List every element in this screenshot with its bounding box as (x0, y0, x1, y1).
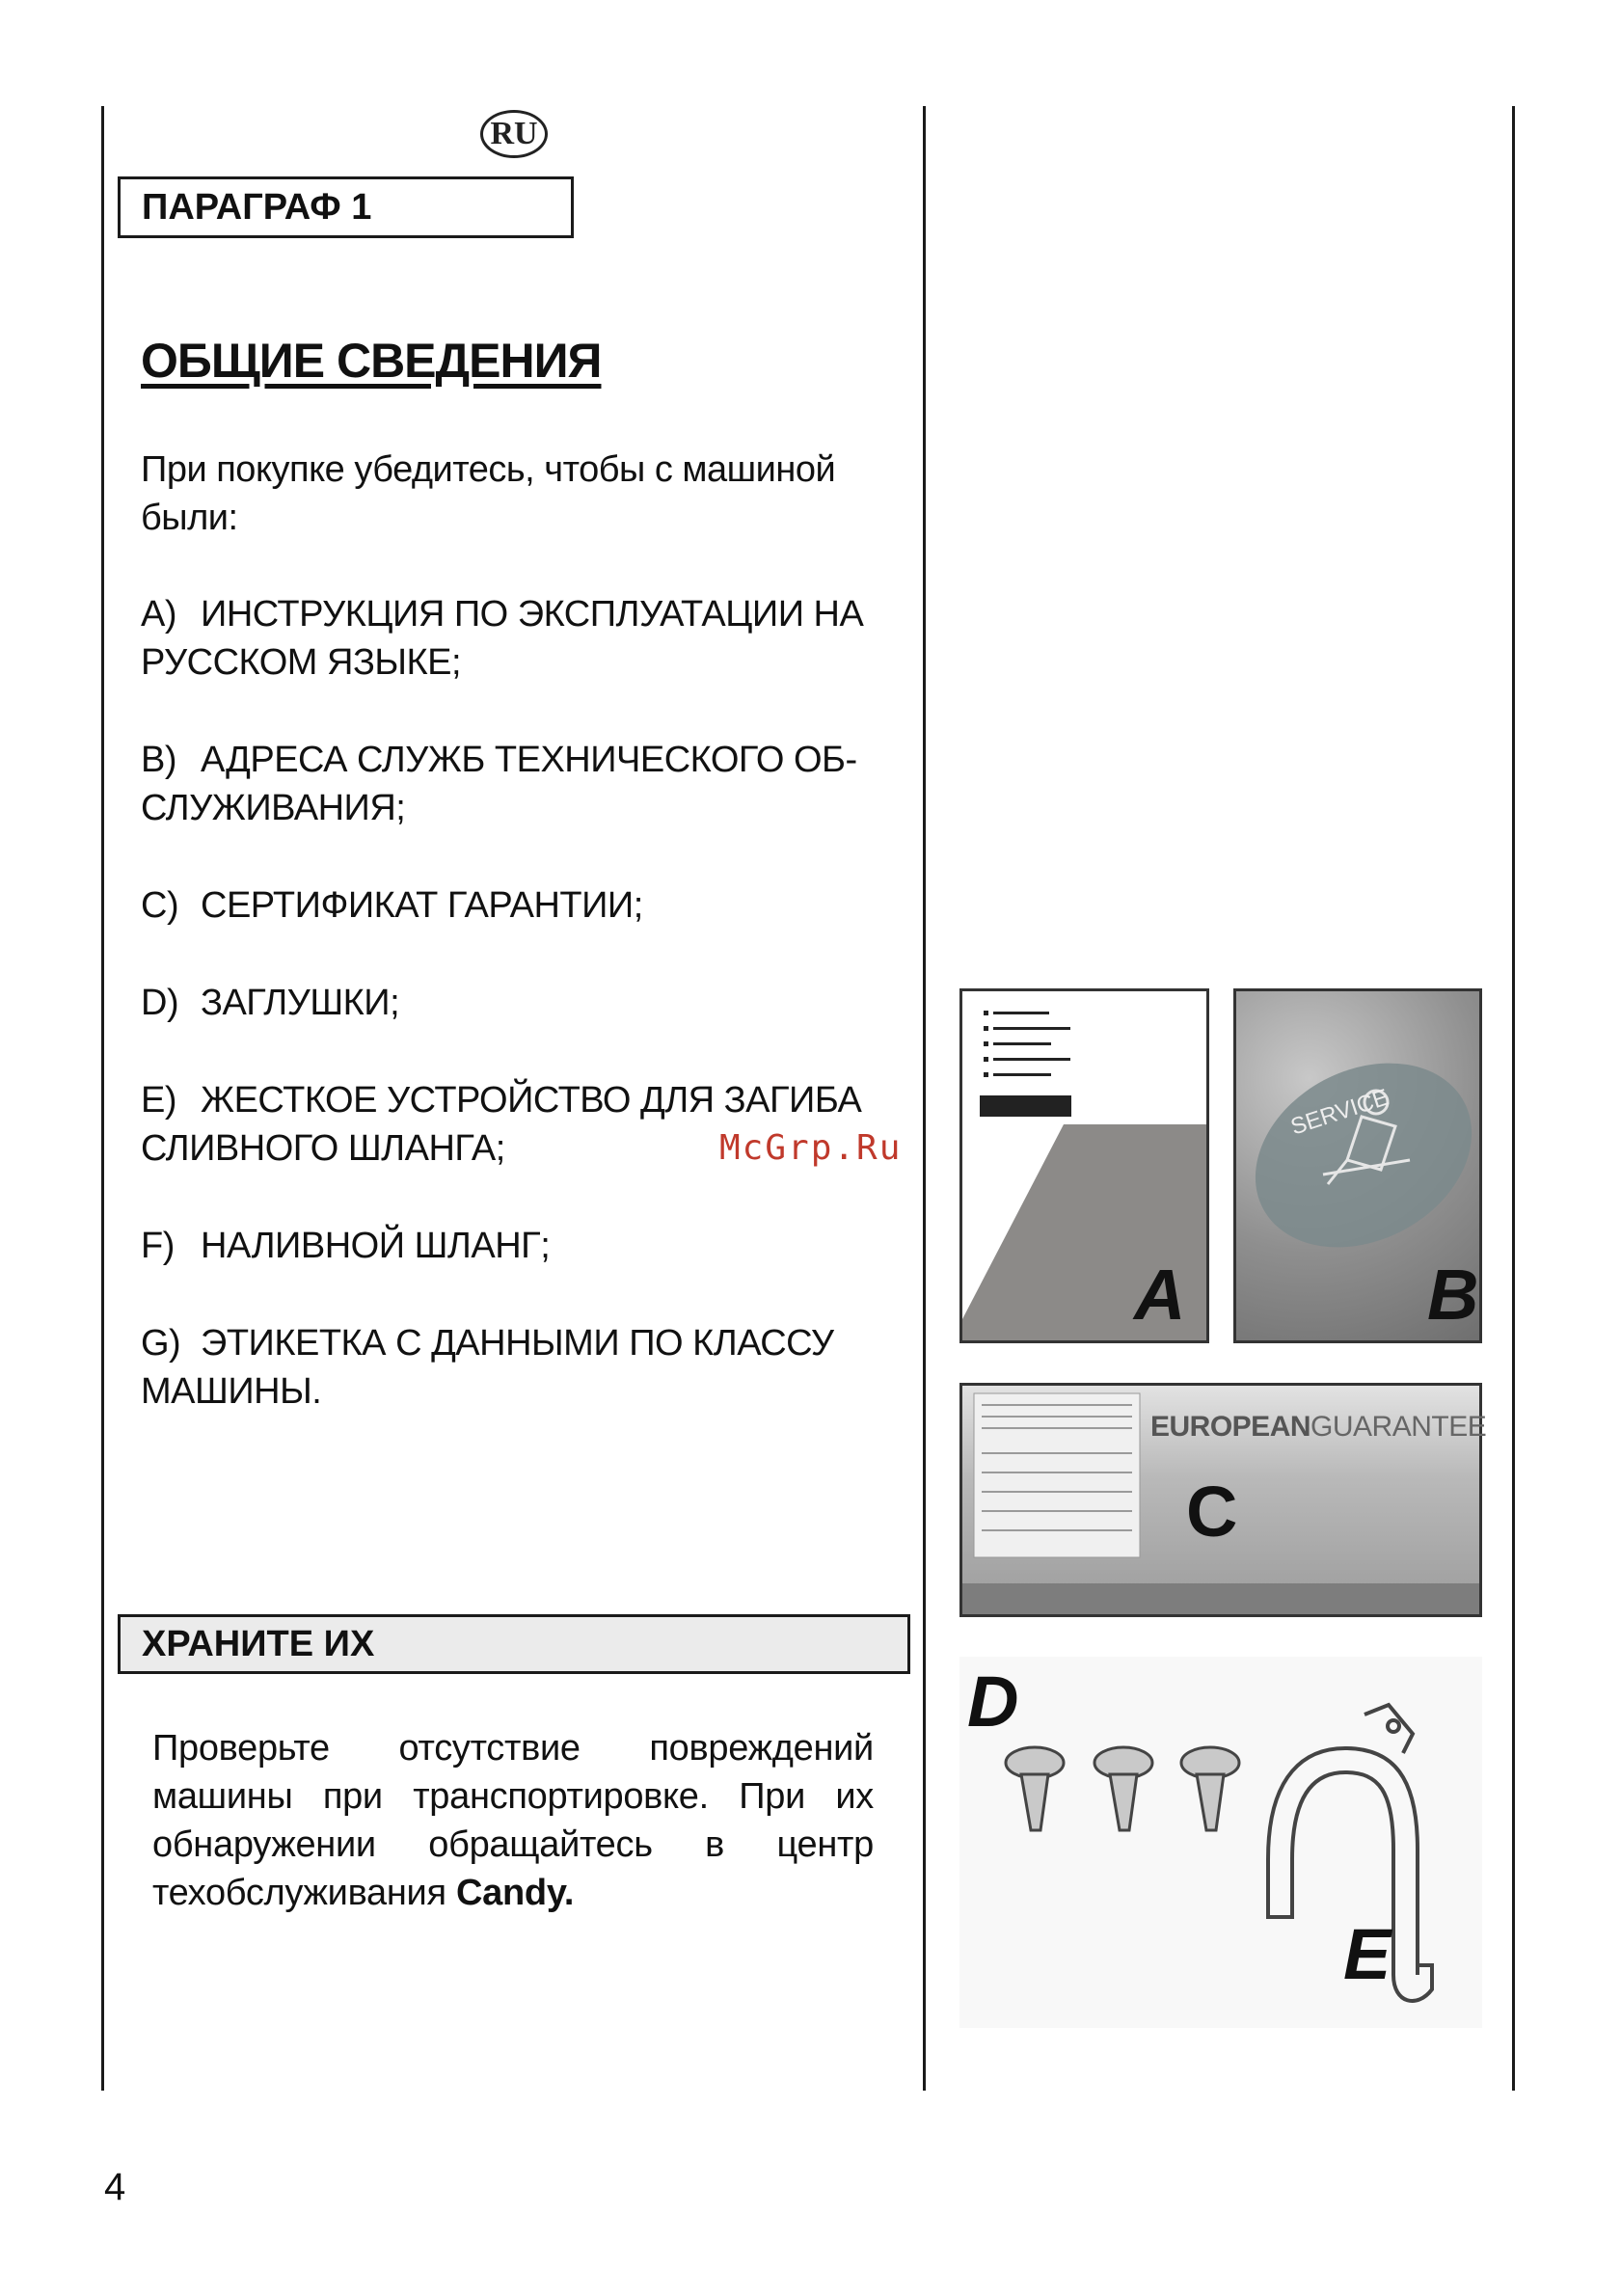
figure-letter: D (967, 1661, 1019, 1742)
intro-text (141, 446, 874, 542)
brand-name: Candy. (456, 1873, 575, 1913)
item-marker: C) (141, 885, 179, 926)
list-item-d (141, 979, 893, 1027)
figure-a-manual (959, 988, 1209, 1343)
keep-text: Проверьте отсутствие повреждений машины при транспортировке. При их обнаружении обращайтесь в центр техобслуживания (152, 1728, 874, 1913)
item-marker: E) (141, 1080, 176, 1121)
item-text: СЕРТИФИКАТ ГАРАНТИИ; (201, 885, 643, 926)
list-item-b (141, 736, 893, 832)
parts-illustration (959, 1657, 1482, 2028)
list-item-c (141, 881, 893, 930)
item-marker: B) (141, 740, 176, 780)
service-label: SERVICE (1287, 1084, 1392, 1141)
item-text: ЭТИКЕТКА С ДАННЫМИ ПО КЛАССУ (201, 1323, 834, 1364)
page-number: 4 (104, 2166, 126, 2208)
figure-b-service (1233, 988, 1482, 1343)
figure-c-guarantee (959, 1383, 1487, 1617)
intro-line: были: (141, 498, 238, 538)
figure-letter: A (1134, 1255, 1186, 1335)
middle-column-rule (923, 106, 926, 2091)
guarantee-brand-bold: EUROPEAN (1150, 1411, 1311, 1443)
guarantee-brand (1150, 1411, 1486, 1444)
section-number-box: ПАРАГРАФ 1 (118, 176, 574, 238)
item-text: АДРЕСА СЛУЖБ ТЕХНИЧЕСКОГО ОБ- (201, 740, 857, 780)
guarantee-brand-light: GUARANTEE (1310, 1411, 1487, 1443)
keep-paragraph (152, 1724, 874, 1917)
item-marker: G) (141, 1323, 181, 1364)
right-column-rule (1512, 106, 1515, 2091)
figure-letter: E (1343, 1914, 1391, 1994)
item-text: МАШИНЫ. (141, 1371, 322, 1412)
item-text: СЛУЖИВАНИЯ; (141, 788, 406, 828)
item-text: НАЛИВНОЙ ШЛАНГ; (201, 1226, 551, 1266)
keep-box: ХРАНИТЕ ИХ (118, 1614, 910, 1674)
item-text: РУССКОМ ЯЗЫКЕ; (141, 642, 462, 683)
watermark: McGrp.Ru (719, 1128, 903, 1168)
item-marker: F) (141, 1226, 175, 1266)
list-item-g (141, 1319, 893, 1416)
section-title: ОБЩИЕ СВЕДЕНИЯ (141, 334, 602, 388)
figure-letter: B (1427, 1255, 1479, 1335)
list-item-a (141, 590, 893, 687)
item-text: ИНСТРУКЦИЯ ПО ЭКСПЛУАТАЦИИ НА (201, 594, 864, 635)
left-column-rule (101, 106, 104, 2091)
list-item-f (141, 1222, 893, 1270)
item-marker: A) (141, 594, 176, 635)
item-text: ЗАГЛУШКИ; (201, 983, 400, 1023)
figure-d-e-parts (959, 1657, 1482, 2028)
item-text: СЛИВНОГО ШЛАНГА; (141, 1128, 505, 1169)
figure-letter: C (1186, 1472, 1238, 1552)
language-badge: RU (480, 110, 548, 158)
item-text: ЖЕСТКОЕ УСТРОЙСТВО ДЛЯ ЗАГИБА (201, 1080, 862, 1121)
intro-line: При покупке убедитесь, чтобы с машиной (141, 449, 836, 490)
item-marker: D) (141, 983, 179, 1023)
